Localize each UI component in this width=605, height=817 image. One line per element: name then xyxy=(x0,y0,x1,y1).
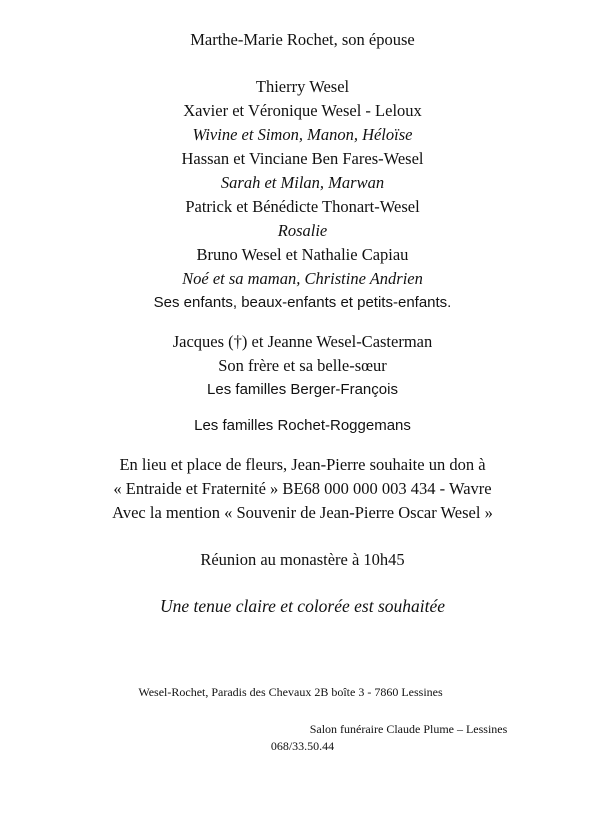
child-line-2: Xavier et Véronique Wesel - Leloux xyxy=(183,101,422,120)
phone-line: 068/33.50.44 xyxy=(270,739,335,753)
meeting-line: Réunion au monastère à 10h45 xyxy=(200,550,405,569)
address-line: Wesel-Rochet, Paradis des Chevaux 2B boîte 3 - 7860 Lessines xyxy=(138,685,443,699)
grandchildren-line-4: Noé et sa maman, Christine Andrien xyxy=(182,269,423,288)
spouse-line: Marthe-Marie Rochet, son épouse xyxy=(190,30,415,49)
dress-code-line: Une tenue claire et colorée est souhaitée xyxy=(159,596,446,616)
families-line-1: Les familles Berger-François xyxy=(207,381,398,398)
families-line-2: Les familles Rochet-Roggemans xyxy=(194,417,411,434)
child-line-3: Hassan et Vinciane Ben Fares-Wesel xyxy=(181,149,424,168)
grandchildren-line-2: Sarah et Milan, Marwan xyxy=(220,173,385,192)
children-caption: Ses enfants, beaux-enfants et petits-enfants. xyxy=(153,294,452,311)
donation-line-1: En lieu et place de fleurs, Jean-Pierre souhaite un don à xyxy=(119,455,486,474)
donation-line-2: « Entraide et Fraternité » BE68 000 000 003 434 - Wavre xyxy=(113,479,492,498)
donation-line-3: Avec la mention « Souvenir de Jean-Pierre Oscar Wesel » xyxy=(112,503,493,522)
child-line-5: Bruno Wesel et Nathalie Capiau xyxy=(196,245,409,264)
child-line-1: Thierry Wesel xyxy=(255,77,350,96)
grandchildren-line-1: Wivine et Simon, Manon, Héloïse xyxy=(192,125,413,144)
child-line-4: Patrick et Bénédicte Thonart-Wesel xyxy=(185,197,420,216)
siblings-caption: Son frère et sa belle-sœur xyxy=(218,356,387,375)
funeral-home-line: Salon funéraire Claude Plume – Lessines xyxy=(309,722,508,736)
grandchildren-line-3: Rosalie xyxy=(277,221,328,240)
siblings-line: Jacques (†) et Jeanne Wesel-Casterman xyxy=(172,332,433,351)
